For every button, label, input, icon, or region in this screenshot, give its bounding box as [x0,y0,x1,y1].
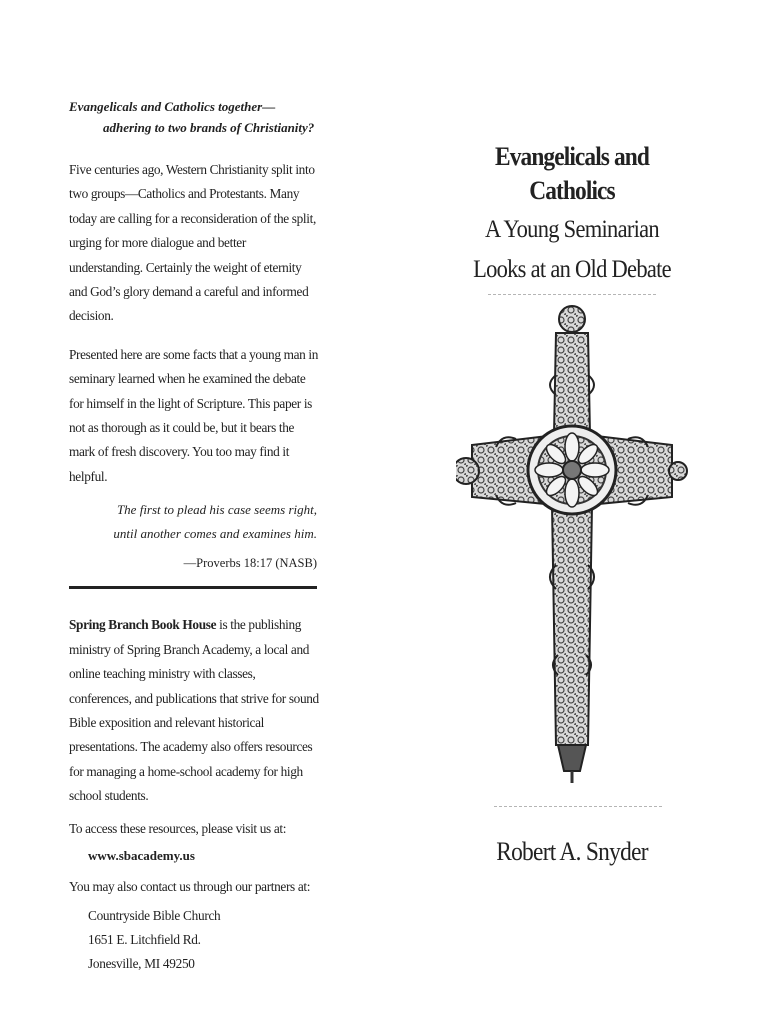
address-line-2: 1651 E. Litchfield Rd. [88,931,201,947]
verse-citation: —Proverbs 18:17 (NASB) [183,556,317,571]
ornate-cross-icon [456,305,688,805]
verse-line-1: The first to plead his case seems right, [116,502,317,518]
tagline-line-1: Evangelicals and Catholics together— [69,99,276,114]
proverb-quote [69,498,319,546]
access-text: To access these resources, please visit us at: [69,820,287,836]
back-panel [69,96,319,976]
website-link[interactable]: www.sbacademy.us [88,847,195,863]
cover-panel [456,140,688,805]
tagline-line-2: adhering to two brands of Christianity? [103,120,315,135]
cover-subtitle-2: Looks at an Old Debate [473,256,671,283]
address-line-3: Jonesville, MI 49250 [88,955,195,971]
verse-line-2: until another comes and examines him. [113,526,317,542]
title-divider [488,294,656,295]
cover-title: Evangelicals and Catholics [495,142,649,205]
author-name: Robert A. Snyder [496,837,648,866]
partner-address [88,904,319,976]
section-divider [69,586,317,589]
intro-paragraph: Five centuries ago, Western Christianity split into two groups—Catholics and Protestants. Many today are calling for a reconsideration of the split, urging for more dialogue and better understanding. Certainly the weight of eternity and God’s glory demand a careful and informed decision. [69,162,316,324]
cover-subtitle-1: A Young Seminarian [485,216,659,243]
contact-text: You may also contact us through our partners at: [69,878,311,894]
publisher-name: Spring Branch Book House [69,617,217,633]
purpose-paragraph: Presented here are some facts that a young man in seminary learned when he examined the debate for himself in the light of Scripture. This paper is not as thorough as it could be, but it bears the mark of fresh discovery. You too may find it helpful. [69,346,319,484]
publisher-description: is the publishing ministry of Spring Branch Academy, a local and online teaching ministry with classes, conferences, and publications that strive for sound Bible exposition and relevant historical presentations. The academy also offers resources for managing a home-school academy for high school students. [69,617,319,804]
publisher-paragraph [69,613,319,808]
address-line-1: Countryside Bible Church [88,907,221,923]
author-divider [494,806,662,807]
